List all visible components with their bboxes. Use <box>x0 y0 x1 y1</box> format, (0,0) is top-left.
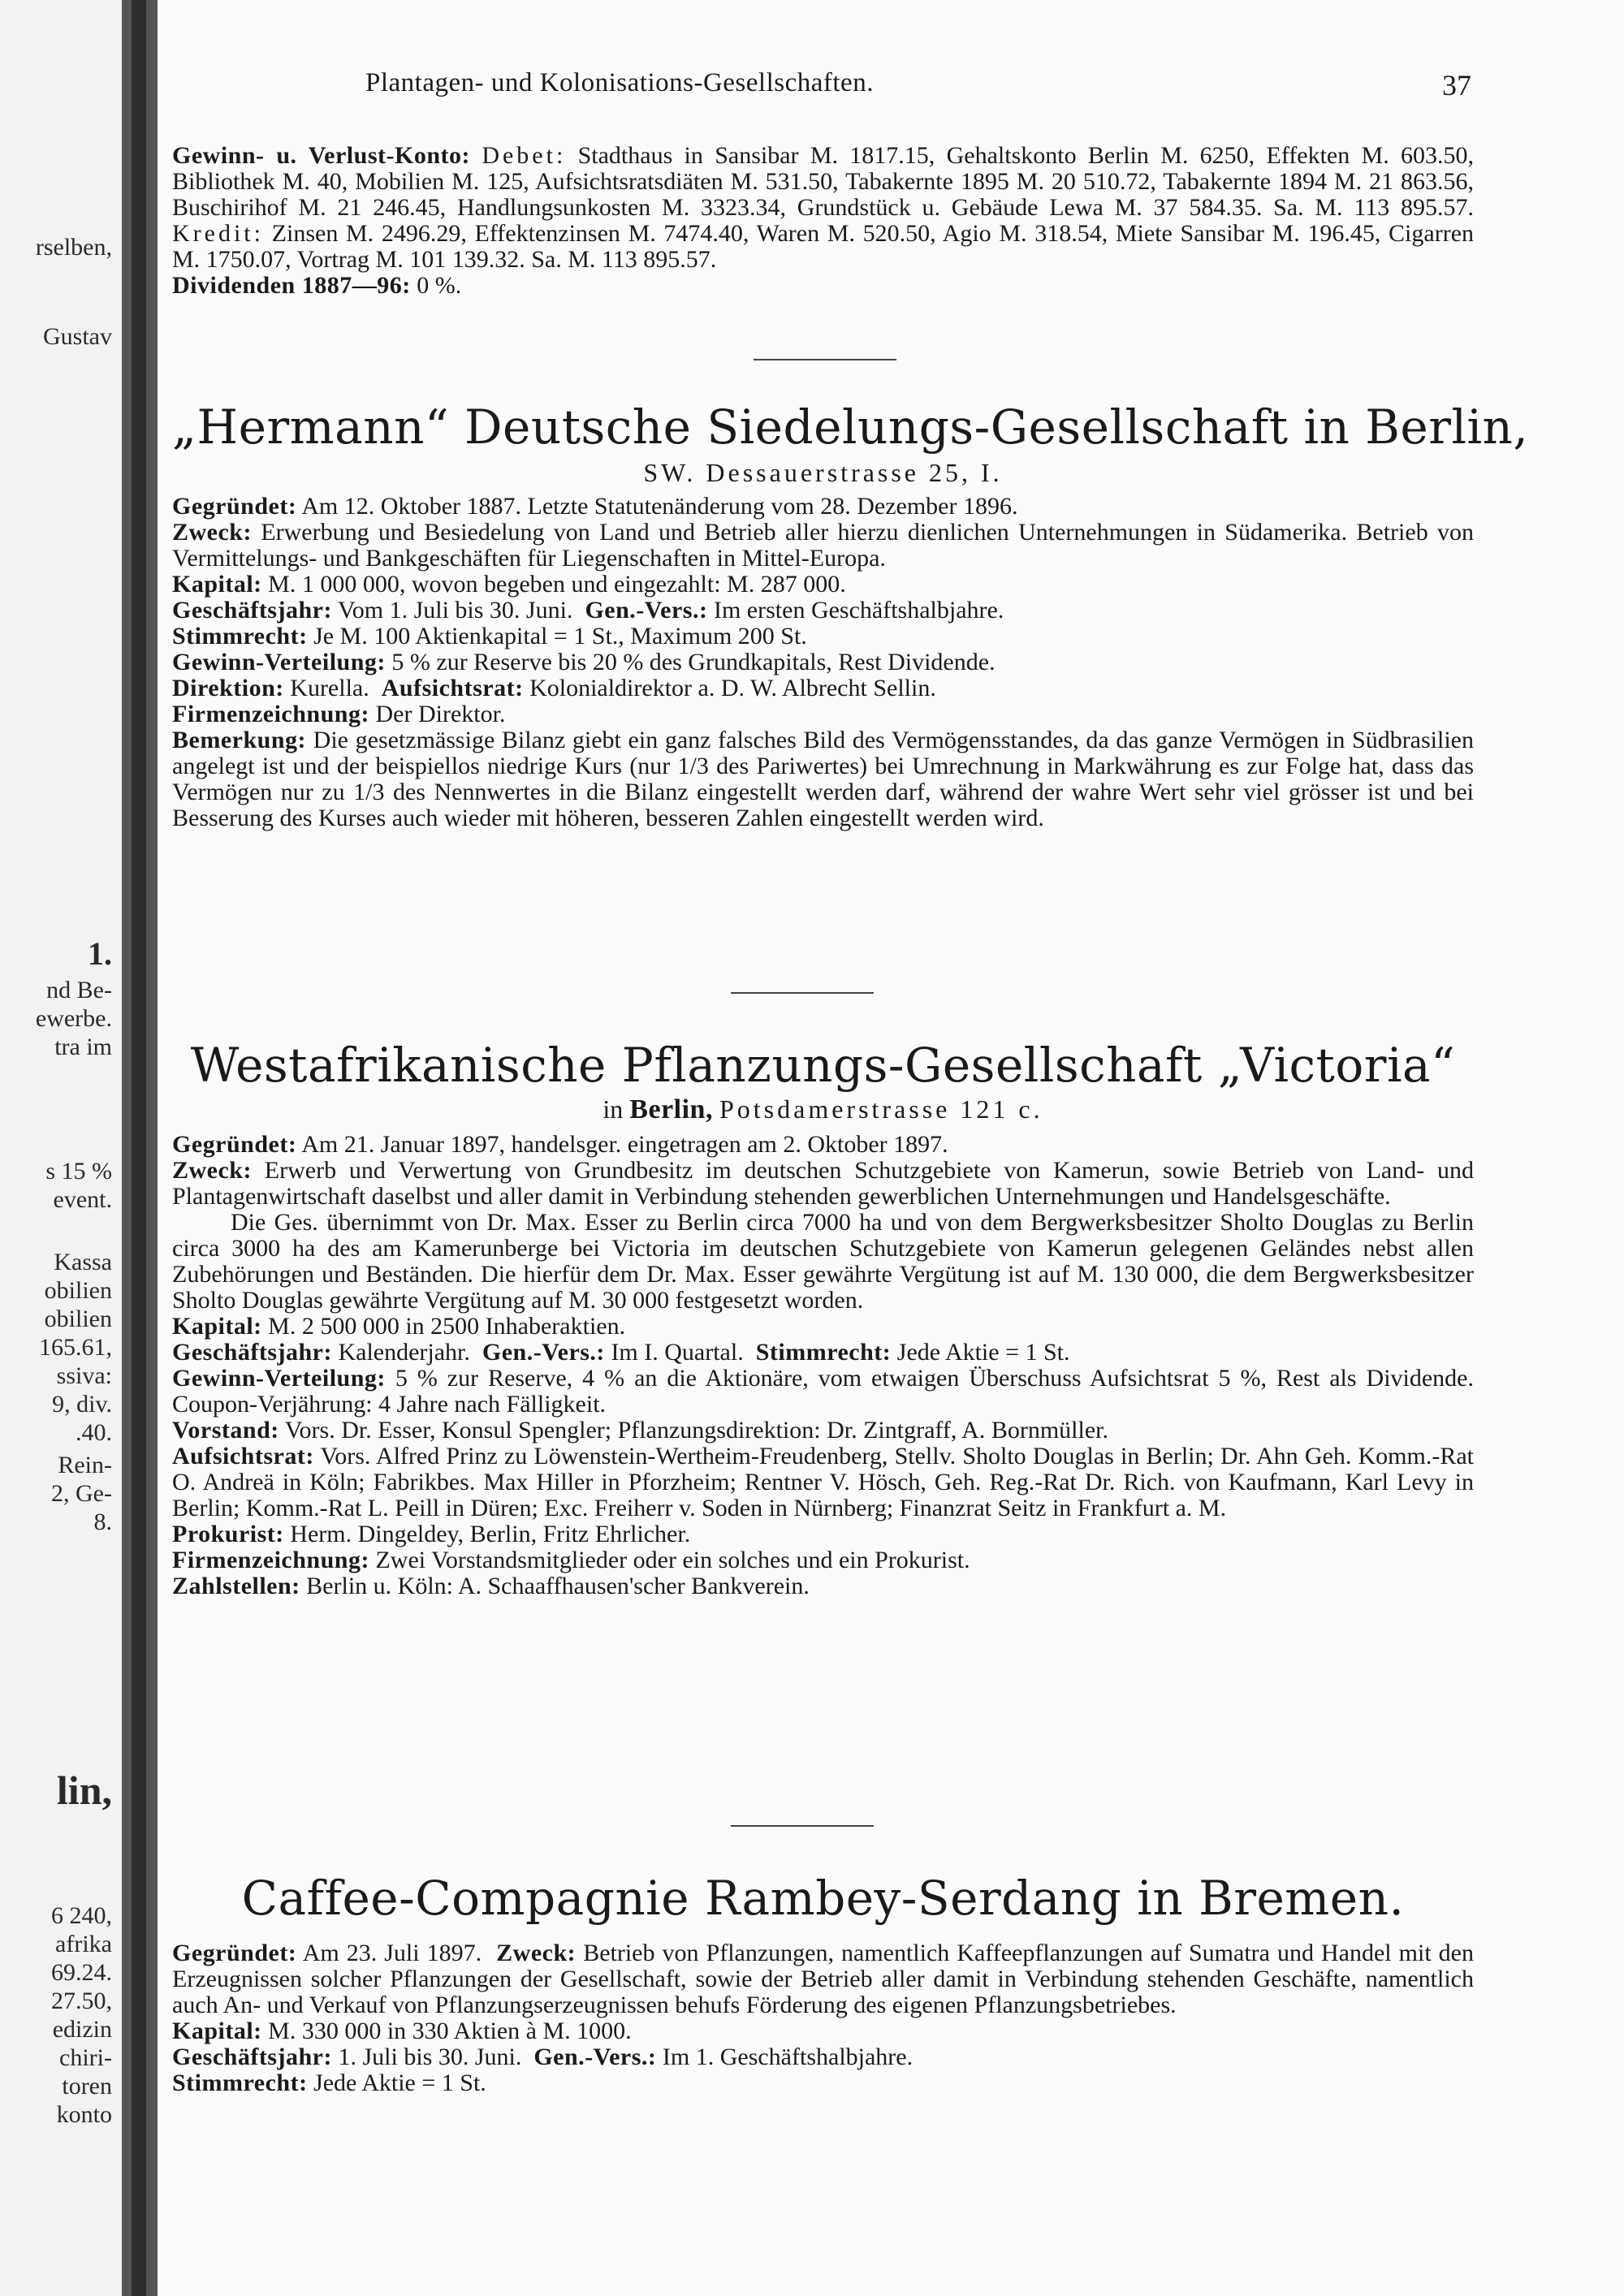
zweck-text: Betrieb von Pflanzungen, namentlich Kaffeepflanzungen auf Sumatra und Handel mit den Erzeugnissen solcher Pflanzungen der Gesellschaft, sowie der Betrieb aller damit in Verbindung stehenden Geschäfte, namentlich auch An- und Verkauf von Pflanzungserzeugnissen behufs Förderung des eigenen Pflanzungsbetriebes. <box>172 1940 1474 2018</box>
label-zweck: Zweck: <box>172 519 252 546</box>
label-prokurist: Prokurist: <box>172 1521 284 1547</box>
kredit-word: Kredit: <box>172 220 264 247</box>
label-direktion: Direktion: <box>172 675 284 701</box>
label-geschaeftsjahr: Geschäftsjahr: <box>172 2044 332 2070</box>
margin-fragment: obilien <box>44 1277 112 1304</box>
margin-fragment: event. <box>53 1186 112 1213</box>
label-zahlstellen: Zahlstellen: <box>172 1573 300 1599</box>
label-firmenzeichnung: Firmenzeichnung: <box>172 701 369 727</box>
stimmrecht-text: Je M. 100 Aktienkapital = 1 St., Maximum 200 St. <box>313 623 807 650</box>
page-number: 37 <box>1442 69 1471 101</box>
label-geschaeftsjahr: Geschäftsjahr: <box>172 597 332 624</box>
running-header: Plantagen- und Kolonisations-Gesellschaften. <box>365 68 874 97</box>
book-gutter <box>132 0 146 2296</box>
margin-fragment: .40. <box>76 1419 112 1446</box>
margin-fragment: nd Be- <box>46 977 112 1003</box>
margin-fragment: edizin <box>52 2016 112 2043</box>
margin-fragment: s 15 % <box>45 1158 112 1185</box>
address-city: Berlin, <box>629 1094 713 1124</box>
margin-fragment: lin, <box>56 1767 112 1813</box>
margin-fragment: 27.50, <box>51 1987 112 2014</box>
margin-fragment: ssiva: <box>56 1362 112 1389</box>
margin-fragment: Kassa <box>54 1249 112 1275</box>
margin-fragment: toren <box>62 2073 112 2100</box>
vorstand-text: Vors. Dr. Esser, Konsul Spengler; Pflanzungsdirektion: Dr. Zintgraff, A. Bornmüller. <box>284 1417 1108 1444</box>
margin-fragment: 2, Ge- <box>51 1480 112 1507</box>
stimmrecht-text: Jede Aktie = 1 St. <box>313 2069 486 2096</box>
hermann-entry <box>172 494 1474 831</box>
label-gen-vers: Gen.-Vers.: <box>533 2044 657 2070</box>
section-divider <box>754 359 896 360</box>
label-firmenzeichnung: Firmenzeichnung: <box>172 1547 369 1573</box>
label-gen-vers: Gen.-Vers.: <box>482 1339 605 1366</box>
margin-fragment: 69.24. <box>51 1959 112 1986</box>
bemerkung-text: Die gesetzmässige Bilanz giebt ein ganz falsches Bild des Vermögensstandes, da das ganze Vermögen in Südbrasilien angelegt ist und der beispiellos niedrige Kurs (nur 1/3 des Pariwertes) bei Umrechnung in Markwährung es zur Folge hat, dass das Vermögen nur zu 1/3 des Nennwertes in die Bilanz eingestellt werden darf, während der wahre Wert sehr viel grösser ist und bei Besserung des Kurses auch wieder mit höheren, besseren Zahlen eingestellt werden wird. <box>172 727 1474 831</box>
company-title-hermann: „Hermann“ Deutsche Siedelungs-Gesellschaft in Berlin, <box>172 399 1529 455</box>
margin-fragment: 165.61, <box>39 1334 112 1361</box>
gewinn-verteilung-text: 5 % zur Reserve bis 20 % des Grundkapitals, Rest Dividende. <box>391 649 996 675</box>
margin-fragment: afrika <box>55 1931 112 1957</box>
label-gegruendet: Gegründet: <box>172 493 297 520</box>
profit-loss-section <box>172 143 1474 299</box>
margin-fragment: Gustav <box>43 323 112 350</box>
margin-fragment: obilien <box>44 1306 112 1332</box>
kapital-text: M. 1 000 000, wovon begeben und eingezahlt: M. 287 000. <box>268 571 846 598</box>
margin-fragment: 9, div. <box>52 1391 112 1418</box>
gegruendet-text: Am 23. Juli 1897. <box>302 1940 482 1966</box>
firmenzeichnung-text: Der Direktor. <box>375 701 506 727</box>
company-title-caffee: Caffee-Compagnie Rambey-Serdang in Bremen. <box>241 1871 1405 1926</box>
dividenden-text: 0 %. <box>417 272 462 299</box>
margin-fragment: Rein- <box>58 1452 112 1478</box>
margin-fragment: 8. <box>93 1508 112 1535</box>
label-stimmrecht: Stimmrecht: <box>172 2069 308 2096</box>
geschaeftsjahr-text: 1. Juli bis 30. Juni. <box>338 2044 522 2070</box>
label-gen-vers: Gen.-Vers.: <box>585 597 708 624</box>
margin-fragment: rselben, <box>35 234 112 261</box>
direktion-text: Kurella. <box>290 675 369 701</box>
geschaeftsjahr-text: Kalenderjahr. <box>338 1339 470 1366</box>
label-gewinn-verlust: Gewinn- u. Verlust-Konto: <box>172 142 470 169</box>
victoria-entry <box>172 1132 1474 1599</box>
gen-vers-text: Im ersten Geschäftshalbjahre. <box>713 597 1004 624</box>
aufsichtsrat-text: Vors. Alfred Prinz zu Löwenstein-Wertheim-Freudenberg, Stellv. Sholto Douglas in Berlin; Dr. Ahn Geh. Komm.-Rat O. Andreä in Köln; Fabrikbes. Max Hiller in Pforzheim; Rentner V. Hösch, Geh. Reg.-Rat Dr. Rich. von Kaufmann, Karl Levy in Berlin; Komm.-Rat L. Peill in Düren; Exc. Freiherr v. Soden in Nürnberg; Finanzrat Seitz in Frankfurt a. M. <box>172 1443 1474 1521</box>
kredit-text: Zinsen M. 2496.29, Effektenzinsen M. 7474.40, Waren M. 520.50, Agio M. 318.54, Miete Sansibar M. 196.45, Cigarren M. 1750.07, Vortrag M. 101 139.32. Sa. M. 113 895.57. <box>172 220 1475 273</box>
company-address-victoria <box>172 1094 1474 1125</box>
label-aufsichtsrat: Aufsichtsrat: <box>381 675 524 701</box>
gegruendet-text: Am 21. Januar 1897, handelsger. eingetragen am 2. Oktober 1897. <box>301 1131 948 1158</box>
company-title-victoria: Westafrikanische Pflanzungs-Gesellschaft „Victoria“ <box>190 1038 1456 1093</box>
label-dividenden: Dividenden 1887—96: <box>172 272 411 299</box>
prokurist-text: Herm. Dingeldey, Berlin, Fritz Ehrlicher. <box>290 1521 691 1547</box>
transfer-paragraph: Die Ges. übernimmt von Dr. Max. Esser zu Berlin circa 7000 ha und von dem Bergwerksbesitzer Sholto Douglas zu Berlin circa 3000 ha des am Kamerunberge bei Victoria im deutschen Schutzgebiete von Kamerun gelegenen Geländes nebst allen Zubehörungen und Beständen. Die hierfür dem Dr. Max. Esser gewährte Vergütung ist auf M. 130 000, die dem Bergwerksbesitzer Sholto Douglas gewährte Vergütung auf M. 30 000 festgesetzt worden. <box>172 1209 1474 1314</box>
label-aufsichtsrat: Aufsichtsrat: <box>172 1443 314 1470</box>
label-zweck: Zweck: <box>496 1940 577 1966</box>
margin-fragment: chiri- <box>59 2044 112 2071</box>
section-divider <box>731 1825 874 1827</box>
caffee-entry <box>172 1940 1474 2096</box>
label-zweck: Zweck: <box>172 1157 252 1184</box>
address-prefix: in <box>603 1094 624 1124</box>
label-geschaeftsjahr: Geschäftsjahr: <box>172 1339 332 1366</box>
label-kapital: Kapital: <box>172 571 262 598</box>
left-page-strip <box>0 0 122 2296</box>
label-gewinn-verteilung: Gewinn-Verteilung: <box>172 649 386 675</box>
zahlstellen-text: Berlin u. Köln: A. Schaaffhausen'scher Bankverein. <box>306 1573 810 1599</box>
geschaeftsjahr-text: Vom 1. Juli bis 30. Juni. <box>337 597 573 624</box>
label-kapital: Kapital: <box>172 2018 262 2044</box>
margin-fragment: 6 240, <box>51 1902 112 1929</box>
label-gewinn-verteilung: Gewinn-Verteilung: <box>172 1365 386 1392</box>
address-street: Potsdamerstrasse 121 c. <box>719 1094 1043 1124</box>
stimmrecht-text: Jede Aktie = 1 St. <box>896 1339 1070 1366</box>
margin-fragment: konto <box>56 2101 112 2128</box>
gen-vers-text: Im I. Quartal. <box>611 1339 744 1366</box>
debet-word: Debet: <box>482 142 567 169</box>
kapital-text: M. 2 500 000 in 2500 Inhaberaktien. <box>268 1313 626 1340</box>
label-gegruendet: Gegründet: <box>172 1940 297 1966</box>
margin-fragment: tra im <box>54 1034 112 1060</box>
gewinn-verteilung-text: 5 % zur Reserve, 4 % an die Aktionäre, vom etwaigen Überschuss Aufsichtsrat 5 %, Rest als Dividende. Coupon-Verjährung: 4 Jahre nach Fälligkeit. <box>172 1365 1474 1418</box>
label-stimmrecht: Stimmrecht: <box>172 623 308 650</box>
label-kapital: Kapital: <box>172 1313 262 1340</box>
gegruendet-text: Am 12. Oktober 1887. Letzte Statutenänderung vom 28. Dezember 1896. <box>301 493 1018 520</box>
section-divider <box>731 992 874 994</box>
label-stimmrecht: Stimmrecht: <box>755 1339 892 1366</box>
margin-fragment: 1. <box>88 935 112 972</box>
company-address-hermann: SW. Dessauerstrasse 25, I. <box>643 458 1003 487</box>
gen-vers-text: Im 1. Geschäftshalbjahre. <box>662 2044 914 2070</box>
zweck-text: Erwerb und Verwertung von Grundbesitz im deutschen Schutzgebiete von Kamerun, sowie Betrieb von Land- und Plantagenwirtschaft daselbst und aller damit in Verbindung stehenden gewerblichen Unternehmungen und Handelsgeschäfte. <box>172 1157 1475 1210</box>
label-vorstand: Vorstand: <box>172 1417 279 1444</box>
margin-fragment: ewerbe. <box>35 1005 112 1032</box>
debet-text: Stadthaus in Sansibar M. 1817.15, Gehaltskonto Berlin M. 6250, Effekten M. 603.50, Bibliothek M. 40, Mobilien M. 125, Aufsichtsratsdiäten M. 531.50, Tabakernte 1895 M. 20 510.72, Tabakernte 1894 M. 21 863.56, Buschirihof M. 21 246.45, Handlungsunkosten M. 3323.34, Grundstück u. Gebäude Lewa M. 37 584.35. Sa. M. 113 895.57. <box>172 142 1475 221</box>
label-gegruendet: Gegründet: <box>172 1131 297 1158</box>
zweck-text: Erwerbung und Besiedelung von Land und Betrieb aller hierzu dienlichen Unternehmungen in Südamerika. Betrieb von Vermittelungs- und Bankgeschäften für Liegenschaften in Mittel-Europa. <box>172 519 1474 572</box>
firmenzeichnung-text: Zwei Vorstandsmitglieder oder ein solches und ein Prokurist. <box>375 1547 970 1573</box>
aufsichtsrat-text: Kolonialdirektor a. D. W. Albrecht Sellin. <box>529 675 936 701</box>
kapital-text: M. 330 000 in 330 Aktien à M. 1000. <box>268 2018 632 2044</box>
label-bemerkung: Bemerkung: <box>172 727 306 753</box>
